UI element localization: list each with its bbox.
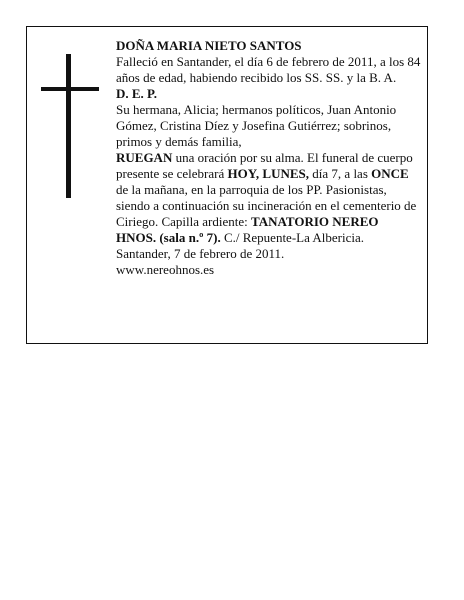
funeral-text-4: C./ Repuente-La Albericia. <box>220 230 365 245</box>
funeral-hour: ONCE <box>371 166 409 181</box>
funeral-text-1: una oración por su alma. El funeral de cuerpo presente se celebrará <box>116 150 413 181</box>
funeral-details <box>116 150 421 246</box>
cross-icon <box>41 54 101 198</box>
notice-text <box>116 38 421 278</box>
funeral-text-3: de la mañana, en la parroquia de los PP. Pasionistas, siendo a continuación su incineración en el cementerio de Ciriego. Capilla ardiente: <box>116 182 417 229</box>
obituary-notice <box>26 26 428 344</box>
ruegan-label: RUEGAN <box>116 150 173 165</box>
funeral-day: HOY, LUNES, <box>227 166 310 181</box>
deceased-name: DOÑA MARIA NIETO SANTOS <box>116 38 302 53</box>
death-statement: Falleció en Santander, el día 6 de febrero de 2011, a los 84 años de edad, habiendo recibido los SS. SS. y la B. A. <box>116 54 421 85</box>
funeral-text-2: día 7, a las <box>309 166 372 181</box>
funeral-home: TANATORIO NEREO HNOS. (sala n.º 7). <box>116 214 379 245</box>
website-link[interactable]: www.nereohnos.es <box>116 262 215 277</box>
cross-horizontal-bar <box>41 87 99 91</box>
date-line: Santander, 7 de febrero de 2011. <box>116 246 285 261</box>
rip-line: D. E. P. <box>116 86 158 101</box>
cross-vertical-bar <box>66 54 71 198</box>
family-list: Su hermana, Alicia; hermanos políticos, Juan Antonio Gómez, Cristina Díez y Josefina Gutiérrez; sobrinos, primos y demás familia, <box>116 102 397 149</box>
